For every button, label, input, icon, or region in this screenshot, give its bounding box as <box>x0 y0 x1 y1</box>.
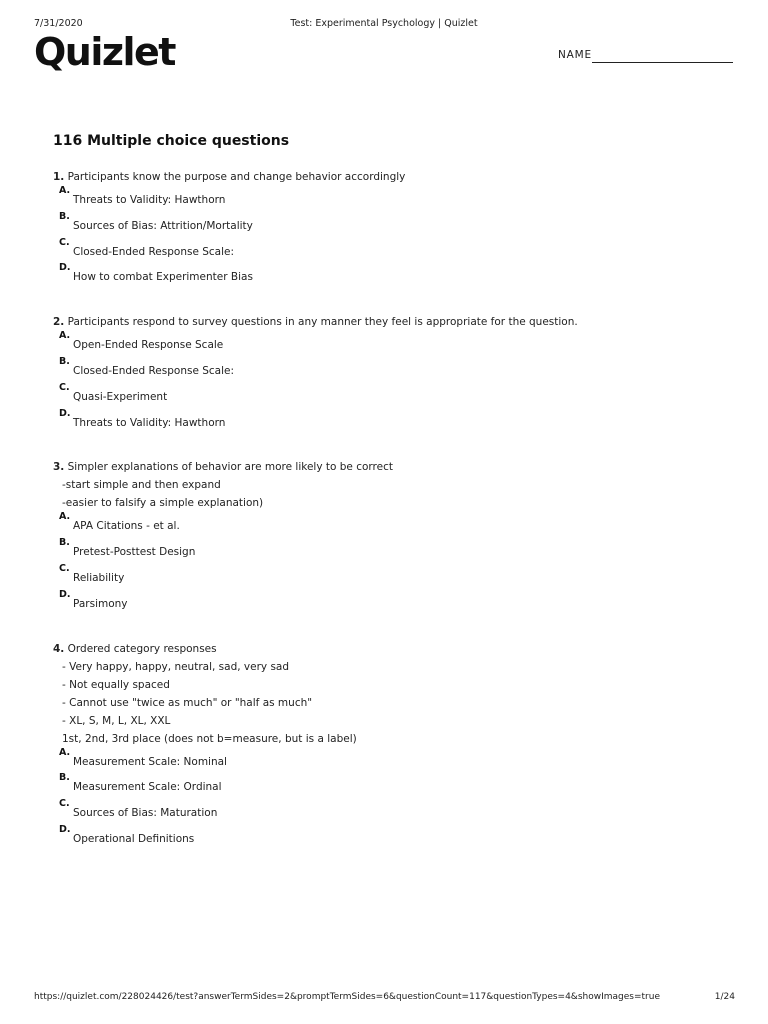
question-3 <box>53 458 733 615</box>
page-number: 1/24 <box>714 992 735 1002</box>
question-detail-line: -start simple and then expand <box>62 479 221 492</box>
answer-options <box>59 512 733 615</box>
option-letter: A. <box>59 330 71 342</box>
question-detail-line: -easier to falsify a simple explanation) <box>62 497 264 510</box>
answer-option <box>59 383 733 409</box>
option-text: Quasi-Experiment <box>73 390 168 403</box>
option-text: How to combat Experimenter Bias <box>73 271 253 284</box>
answer-option <box>59 212 733 238</box>
question-prompt <box>53 168 733 186</box>
answer-option <box>59 263 733 289</box>
answer-option <box>59 564 733 590</box>
answer-option <box>59 748 733 774</box>
question-number: 4. <box>53 642 65 655</box>
quizlet-logo: Quizlet <box>34 30 175 74</box>
answer-options <box>59 186 733 289</box>
option-letter: C. <box>59 236 70 248</box>
option-text: Measurement Scale: Ordinal <box>73 781 222 794</box>
answer-options <box>59 331 733 434</box>
question-detail-line: - XL, S, M, L, XL, XXL <box>62 714 171 727</box>
option-letter: B. <box>59 210 70 222</box>
answer-option <box>59 238 733 264</box>
answer-option <box>59 186 733 212</box>
question-prompt <box>53 458 733 476</box>
option-letter: C. <box>59 381 70 393</box>
question-text: Participants know the purpose and change behavior accordingly <box>67 171 406 183</box>
option-text: Open-Ended Response Scale <box>73 339 224 352</box>
option-text: Measurement Scale: Nominal <box>73 755 227 768</box>
answer-option <box>59 538 733 564</box>
option-text: Threats to Validity: Hawthorn <box>73 416 226 429</box>
option-text: Threats to Validity: Hawthorn <box>73 194 226 206</box>
option-text: Reliability <box>73 571 125 584</box>
option-letter: D. <box>59 407 71 419</box>
question-detail-line: 1st, 2nd, 3rd place (does not b=measure, but is a label) <box>62 732 357 745</box>
answer-option <box>59 331 733 357</box>
option-text: Parsimony <box>73 597 128 610</box>
option-letter: A. <box>59 511 71 523</box>
question-text: Participants respond to survey questions in any manner they feel is appropriate for the question. <box>67 316 578 329</box>
option-text: Sources of Bias: Maturation <box>73 807 218 820</box>
print-footer <box>0 992 768 1006</box>
option-letter: D. <box>59 262 71 274</box>
option-letter: C. <box>59 798 70 810</box>
answer-options <box>59 748 733 851</box>
question-4 <box>53 640 733 851</box>
option-letter: D. <box>59 588 71 600</box>
option-letter: D. <box>59 823 71 835</box>
name-label: NAME <box>558 49 592 61</box>
answer-option <box>59 409 733 435</box>
print-date: 7/31/2020 <box>34 18 83 29</box>
answer-option <box>59 825 733 851</box>
answer-option <box>59 590 733 616</box>
option-letter: B. <box>59 772 70 784</box>
question-number: 2. <box>53 316 65 329</box>
section-title: 116 Multiple choice questions <box>53 133 290 149</box>
name-field-line <box>592 62 733 63</box>
option-letter: A. <box>59 746 71 758</box>
option-letter: A. <box>59 185 71 196</box>
question-detail-line: - Very happy, happy, neutral, sad, very sad <box>62 660 290 673</box>
question-2 <box>53 313 733 434</box>
option-text: Pretest-Posttest Design <box>73 546 196 559</box>
option-text: Operational Definitions <box>73 832 195 845</box>
page-url: https://quizlet.com/228024426/test?answerTermSides=2&promptTermSides=6&questionCount=117&questionTypes=4&showImages=true <box>34 992 660 1002</box>
option-letter: B. <box>59 537 70 549</box>
option-letter: C. <box>59 562 70 574</box>
question-list <box>53 168 733 875</box>
option-letter: B. <box>59 355 70 367</box>
question-detail-line: - Not equally spaced <box>62 678 170 691</box>
answer-option <box>59 799 733 825</box>
answer-option <box>59 357 733 383</box>
question-prompt <box>53 640 733 658</box>
question-number: 3. <box>53 461 65 474</box>
question-text: Ordered category responses <box>67 642 217 655</box>
question-detail-line: - Cannot use "twice as much" or "half as much" <box>62 696 313 709</box>
question-text: Simpler explanations of behavior are more likely to be correct <box>67 461 393 474</box>
option-text: APA Citations - et al. <box>73 520 180 533</box>
print-title: Test: Experimental Psychology | Quizlet <box>290 18 478 29</box>
question-number: 1. <box>53 171 65 183</box>
answer-option <box>59 512 733 538</box>
question-prompt <box>53 313 733 331</box>
answer-option <box>59 773 733 799</box>
option-text: Closed-Ended Response Scale: <box>73 245 235 258</box>
question-1 <box>53 168 733 289</box>
option-text: Sources of Bias: Attrition/Mortality <box>73 219 253 232</box>
option-text: Closed-Ended Response Scale: <box>73 364 235 377</box>
